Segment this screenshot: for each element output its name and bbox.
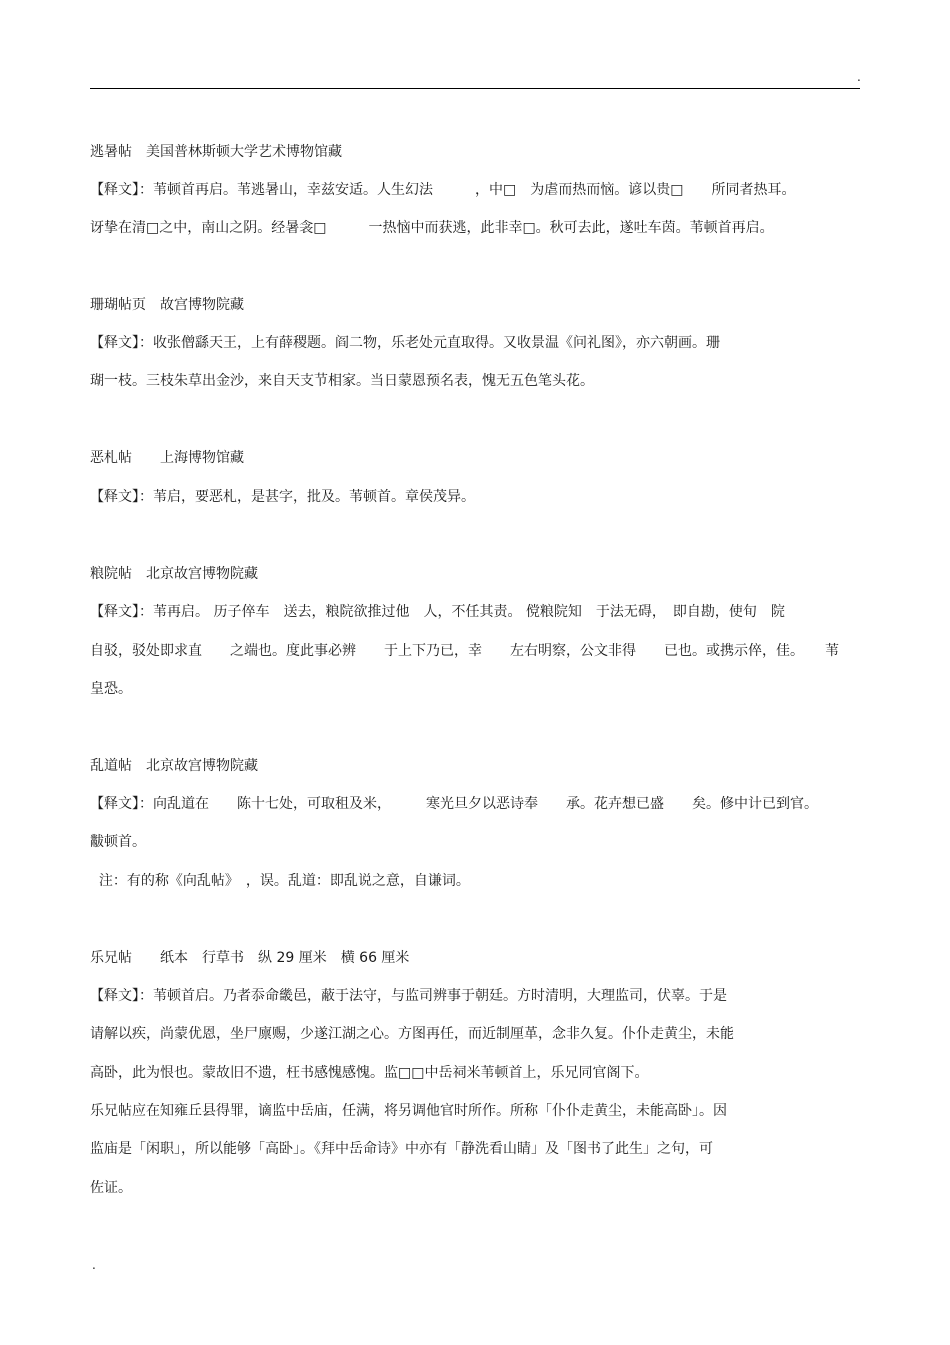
note-line: 注：有的称《向乱帖》 ，误。乱道：即乱说之意，自谦词。 [90, 873, 470, 889]
text-line: 监庙是「闲职」，所以能够「高卧」。《拜中岳命诗》中亦有「静洗看山睛」及「图书了此生」之句，可 [90, 1141, 713, 1157]
text-line: 【释文】：苇启，要恶札，是甚字，批及。苇顿首。章侯茂异。 [90, 489, 475, 505]
text-line: 自驳，驳处即求直 之端也。度此事必辨 于上下乃已，幸 左右明察，公文非得 已也。或携示倅，佳。 苇 [90, 643, 839, 659]
section-title-taoshu: 逃暑帖 美国普林斯顿大学艺术博物馆藏 [90, 144, 342, 160]
text-line: 【释文】：向乱道在 陈十七处，可取租及米， 寒光旦夕以恶诗奉 承。花卉想已盛 矣。修中计已到官。 [90, 796, 818, 812]
text-line: 佐证。 [90, 1180, 132, 1196]
section-title-luandao: 乱道帖 北京故宫博物院藏 [90, 758, 258, 774]
text-line: 【释文】：苇顿首启。乃者忝命畿邑，蔽于法守，与监司辨事于朝廷。方时清明，大理监司，伏辜。于是 [90, 988, 727, 1004]
text-line: 黻顿首。 [90, 834, 146, 850]
header-rule [90, 88, 860, 89]
section-title-ezha: 恶札帖 上海博物馆藏 [90, 450, 244, 466]
header-mark: . [857, 70, 861, 84]
text-line: 请解以疾，尚蒙优恩，坐尸廪赐，少遂江湖之心。方图再任，而近制厘革，念非久复。仆仆走黄尘，未能 [90, 1026, 734, 1042]
section-title-liangyuan: 粮院帖 北京故宫博物院藏 [90, 566, 258, 582]
footer-mark: . [92, 1258, 96, 1272]
text-line: 皇恐。 [90, 681, 132, 697]
text-line: 【释文】：苇再启。 历子倅车 送去，粮院欲推过他 人，不任其责。 傥粮院知 于法无碍， 即自勘，使旬 院 [90, 604, 785, 620]
text-line: 乐兄帖应在知雍丘县得罪，谪监中岳庙，任满，将另调他官时所作。所称「仆仆走黄尘，未能高卧」。因 [90, 1103, 727, 1119]
text-line: 【释文】：苇顿首再启。苇逃暑山，幸兹安适。人生幻法 ，中□ 为虐而热而恼。谚以贵□ 所同者热耳。 [90, 182, 796, 198]
text-line: 高卧，此为恨也。蒙故旧不遗，枉书感愧感愧。监□□中岳祠米苇顿首上，乐兄同官阁下。 [90, 1065, 649, 1081]
text-line: 【释文】：收张僧繇天王，上有薛稷题。阎二物，乐老处元直取得。又收景温《问礼图》，亦六朝画。珊 [90, 335, 720, 351]
text-line: 讶挚在清□之中，南山之阴。经暑衾□ 一热恼中而获逃，此非幸□。秋可去此，遂吐车茵。苇顿首再启。 [90, 220, 774, 236]
text-line: 瑚一枝。三枝朱草出金沙，来自天支节相家。当日蒙恩预名表，愧无五色笔头花。 [90, 373, 594, 389]
section-title-lexiong: 乐兄帖 纸本 行草书 纵 29 厘米 横 66 厘米 [90, 950, 410, 966]
section-title-shanhu: 珊瑚帖页 故宫博物院藏 [90, 297, 244, 313]
